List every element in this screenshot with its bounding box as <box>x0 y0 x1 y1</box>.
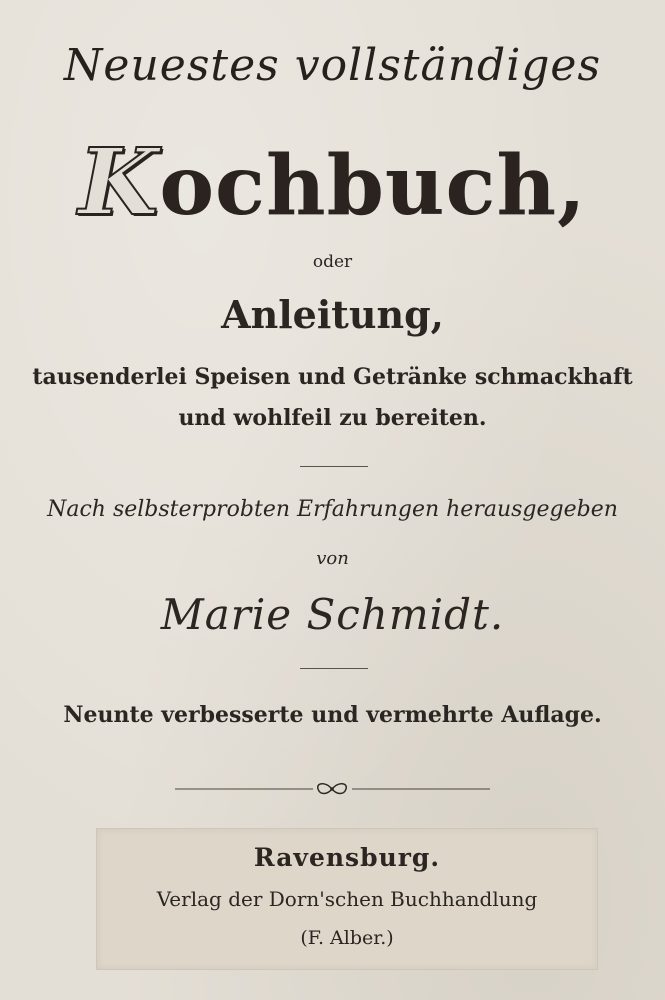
subtitle: Anleitung, <box>221 292 444 337</box>
description-line-2: und wohlfeil zu bereiten. <box>178 405 487 431</box>
connector-oder: oder <box>312 252 353 272</box>
credit-line: Nach selbsterprobten Erfahrungen herausgegeben <box>47 497 618 522</box>
title-line-neuestes: Neuestes vollständiges <box>63 40 602 91</box>
connector-von: von <box>316 548 349 569</box>
imprint-publisher: Verlag der Dorn'schen Buchhandlung <box>156 887 538 911</box>
imprint-city: Ravensburg. <box>253 843 441 872</box>
ornament-divider <box>175 778 490 800</box>
divider-rule <box>300 466 368 467</box>
main-title-rest: ochbuch, <box>159 138 587 234</box>
author-name: Marie Schmidt. <box>160 590 505 639</box>
main-title <box>0 128 665 236</box>
imprint-owner: (F. Alber.) <box>300 927 394 949</box>
imprint-label <box>96 828 598 970</box>
main-title-initial: K <box>78 128 160 236</box>
edition-statement: Neunte verbesserte und vermehrte Auflage. <box>63 702 602 728</box>
divider-rule <box>300 668 368 669</box>
description-line-1: tausenderlei Speisen und Getränke schmackhaft <box>32 364 633 390</box>
fleuron-icon <box>175 778 490 800</box>
